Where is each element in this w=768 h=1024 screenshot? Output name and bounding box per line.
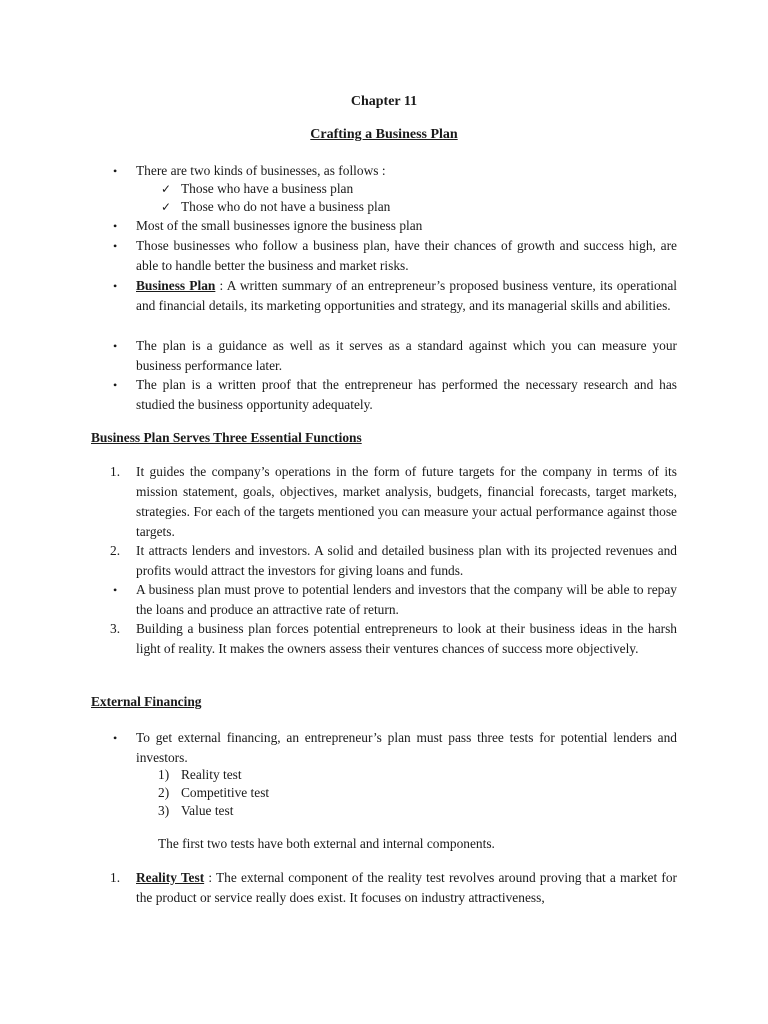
external-financing-heading: External Financing — [91, 694, 202, 709]
list-number: 3. — [110, 621, 121, 636]
function-item-3: Building a business plan forces potential entrepreneurs to look at their business ideas in the harsh light of reality. It makes the owners assess their ventures chances of success more objectively. — [136, 621, 677, 656]
business-plan-term: Business Plan — [136, 278, 216, 293]
intro-bullet-4 — [136, 276, 677, 316]
intro-bullet-5: The plan is a guidance as well as it serves as a standard against which you can measure your business performance later. — [136, 338, 677, 373]
function-bullet: A business plan must prove to potential lenders and investors that the company will be able to repay the loans and produce an attractive rate of return. — [136, 582, 677, 617]
bullet-icon: • — [113, 378, 118, 392]
intro-check-2: Those who do not have a business plan — [181, 199, 391, 214]
external-bullet: To get external financing, an entrepreneur’s plan must pass three tests for potential lenders and investors. — [136, 730, 677, 765]
intro-bullet-1: There are two kinds of businesses, as follows : — [136, 163, 386, 178]
reality-test-item — [136, 868, 677, 908]
intro-bullet-2: Most of the small businesses ignore the business plan — [136, 218, 423, 233]
test-item-value: Value test — [181, 803, 234, 818]
bullet-icon: • — [113, 731, 118, 745]
business-plan-definition: : A written summary of an entrepreneur’s proposed business venture, its operational and financial details, its marketing opportunities and strategy, and its managerial skills and abilities. — [136, 278, 677, 313]
check-icon: ✓ — [161, 200, 172, 214]
intro-check-1: Those who have a business plan — [181, 181, 354, 196]
page-title: Crafting a Business Plan — [310, 127, 458, 142]
reality-test-text: : The external component of the reality test revolves around proving that a market for the product or service really does exist. It focuses on industry attractiveness, — [136, 870, 677, 905]
list-number: 1. — [110, 464, 121, 479]
bullet-icon: • — [113, 219, 118, 233]
bullet-icon: • — [113, 239, 118, 253]
list-number: 2. — [110, 543, 121, 558]
tests-note: The first two tests have both external and internal components. — [158, 836, 495, 851]
bullet-icon: • — [113, 583, 118, 597]
function-item-2: It attracts lenders and investors. A solid and detailed business plan with its projected revenues and profits would attract the investors for giving loans and funds. — [136, 543, 677, 578]
intro-bullet-6: The plan is a written proof that the entrepreneur has performed the necessary research and has studied the business opportunity adequately. — [136, 377, 677, 412]
test-number: 2) — [158, 785, 170, 800]
bullet-icon: • — [113, 279, 118, 293]
functions-heading: Business Plan Serves Three Essential Functions — [91, 430, 362, 445]
bullet-icon: • — [113, 164, 118, 178]
list-number: 1. — [110, 870, 121, 885]
test-item-competitive: Competitive test — [181, 785, 270, 800]
bullet-icon: • — [113, 339, 118, 353]
reality-test-term: Reality Test — [136, 870, 205, 885]
check-icon: ✓ — [161, 182, 172, 196]
test-item-reality: Reality test — [181, 767, 242, 782]
test-number: 1) — [158, 767, 170, 782]
function-item-1: It guides the company’s operations in the form of future targets for the company in terms of its mission statement, goals, objectives, market analysis, budgets, financial forecasts, target markets, strategies. For each of the targets mentioned you can measure your actual performance against those targets. — [136, 464, 677, 539]
chapter-label: Chapter 11 — [350, 94, 418, 109]
test-number: 3) — [158, 803, 170, 818]
intro-bullet-3: Those businesses who follow a business plan, have their chances of growth and success high, are able to handle better the business and market risks. — [136, 238, 677, 273]
